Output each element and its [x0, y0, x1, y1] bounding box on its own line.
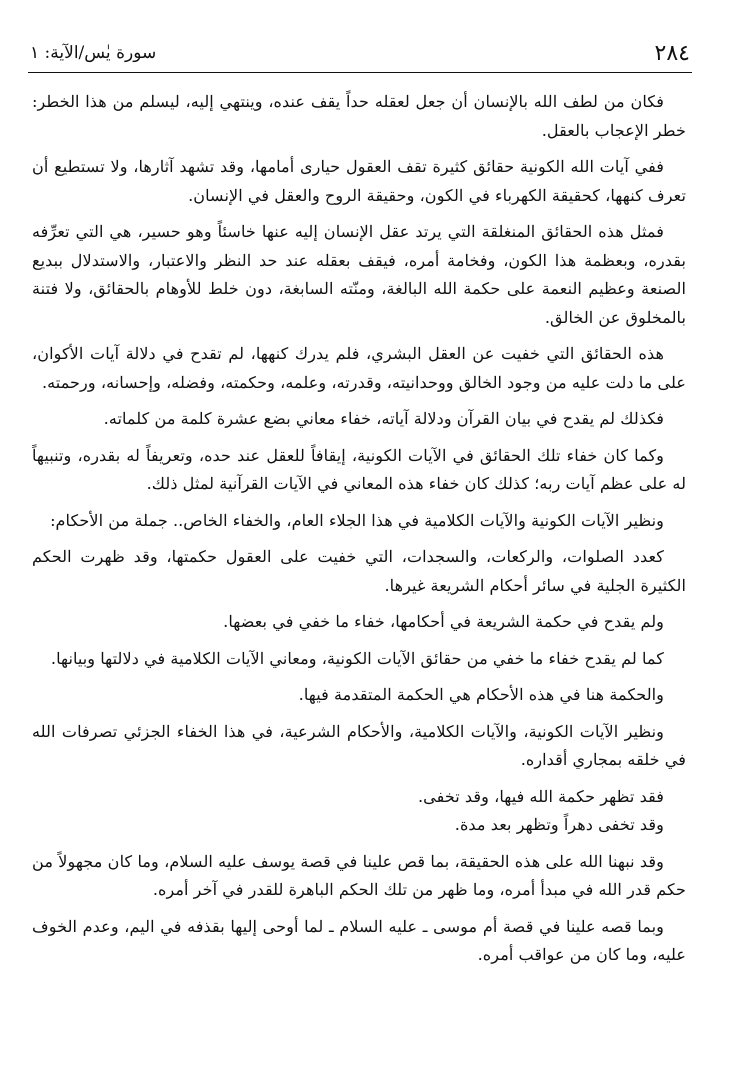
paragraph: وبما قصه علينا في قصة أم موسى ـ عليه السلام ـ لما أوحى إليها بقذفه في اليم، وعدم الخوف عليه، وما كان من عواقب أمره.	[32, 916, 686, 964]
running-title: سورة يٰس/الآية: ١	[30, 43, 157, 63]
paragraph: ولم يقدح في حكمة الشريعة في أحكامها، خفاء ما خفي في بعضها.	[223, 612, 664, 631]
paragraph: هذه الحقائق التي خفيت عن العقل البشري، فلم يدرك كنهها، لم تقدح في دلالة آيات الأكوان، على ما دلت عليه من وجود الخالق ووحدانيته، وقدرته، وعلمه، وحكمته، وفضله، وإحسانه، ورحمته.	[32, 344, 686, 392]
paragraph: فكان من لطف الله بالإنسان أن جعل لعقله حداً يقف عنده، وينتهي إليه، ليسلم من هذا الخطر: خطر الإعجاب بالعقل.	[32, 92, 686, 140]
page-body	[32, 88, 686, 978]
paragraph: فكذلك لم يقدح في بيان القرآن ودلالة آياته، خفاء معاني بضع عشرة كلمة من كلماته.	[103, 409, 664, 428]
couplet-line: وقد تخفى دهراً وتظهر بعد مدة.	[454, 815, 664, 834]
paragraph: والحكمة هنا في هذه الأحكام هي الحكمة المتقدمة فيها.	[298, 685, 664, 704]
paragraph: وقد نبهنا الله على هذه الحقيقة، بما قص علينا في قصة يوسف عليه السلام، وما كان مجهولاً من حكم قدر الله في مبدأ أمره، وما ظهر من تلك الحكم الباهرة للقدر في آخر أمره.	[32, 851, 686, 899]
page-header	[30, 38, 690, 68]
paragraph: وكما كان خفاء تلك الحقائق في الآيات الكونية، إيقافاً للعقل عند حده، وتعريفاً له بقدره، وتنبيهاً له على عظم آيات ربه؛ كذلك كان خفاء هذه المعاني في الآيات القرآنية لمثل ذلك.	[32, 445, 686, 493]
page-number: ٢٨٤	[654, 40, 690, 66]
paragraph: كعدد الصلوات، والركعات، والسجدات، التي خفيت على العقول حكمتها، وقد ظهرت الحكم الكثيرة الجلية في سائر أحكام الشريعة غيرها.	[32, 547, 686, 595]
paragraph: فمثل هذه الحقائق المنغلقة التي يرتد عقل الإنسان إليه عنها خاسئاً وهو حسير، هي التي تعرِّفه بقدره، وبعظمة هذا الكون، وفخامة أمره، فيقف بعقله عند حد النظر والاعتبار، والاستدلال ببديع الصنعة وعظيم النعمة على حكمة الله البالغة، ومنّته السابغة، دون خلط للأوهام بالحقائق، ولا فتنة بالمخلوق عن الخالق.	[32, 222, 686, 327]
paragraph: كما لم يقدح خفاء ما خفي من حقائق الآيات الكونية، ومعاني الآيات الكلامية في دلالتها وبيانها.	[50, 648, 664, 668]
paragraph: ففي آيات الله الكونية حقائق كثيرة تقف العقول حيارى أمامها، وقد تشهد آثارها، ولا تستطيع أن تعرف كنهها، كحقيقة الكهرباء في الكون، وحقيقة الروح والعقل في الإنسان.	[32, 157, 686, 205]
paragraph: ونظير الآيات الكونية والآيات الكلامية في هذا الجلاء العام، والخفاء الخاص.. جملة من الأحكام:	[50, 510, 664, 530]
paragraph: ونظير الآيات الكونية، والآيات الكلامية، والأحكام الشرعية، في هذا الخفاء الجزئي تصرفات الله في خلقه بمجاري أقداره.	[32, 721, 686, 769]
header-rule	[28, 72, 692, 73]
couplet-line: فقد تظهر حكمة الله فيها، وقد تخفى.	[418, 786, 664, 806]
